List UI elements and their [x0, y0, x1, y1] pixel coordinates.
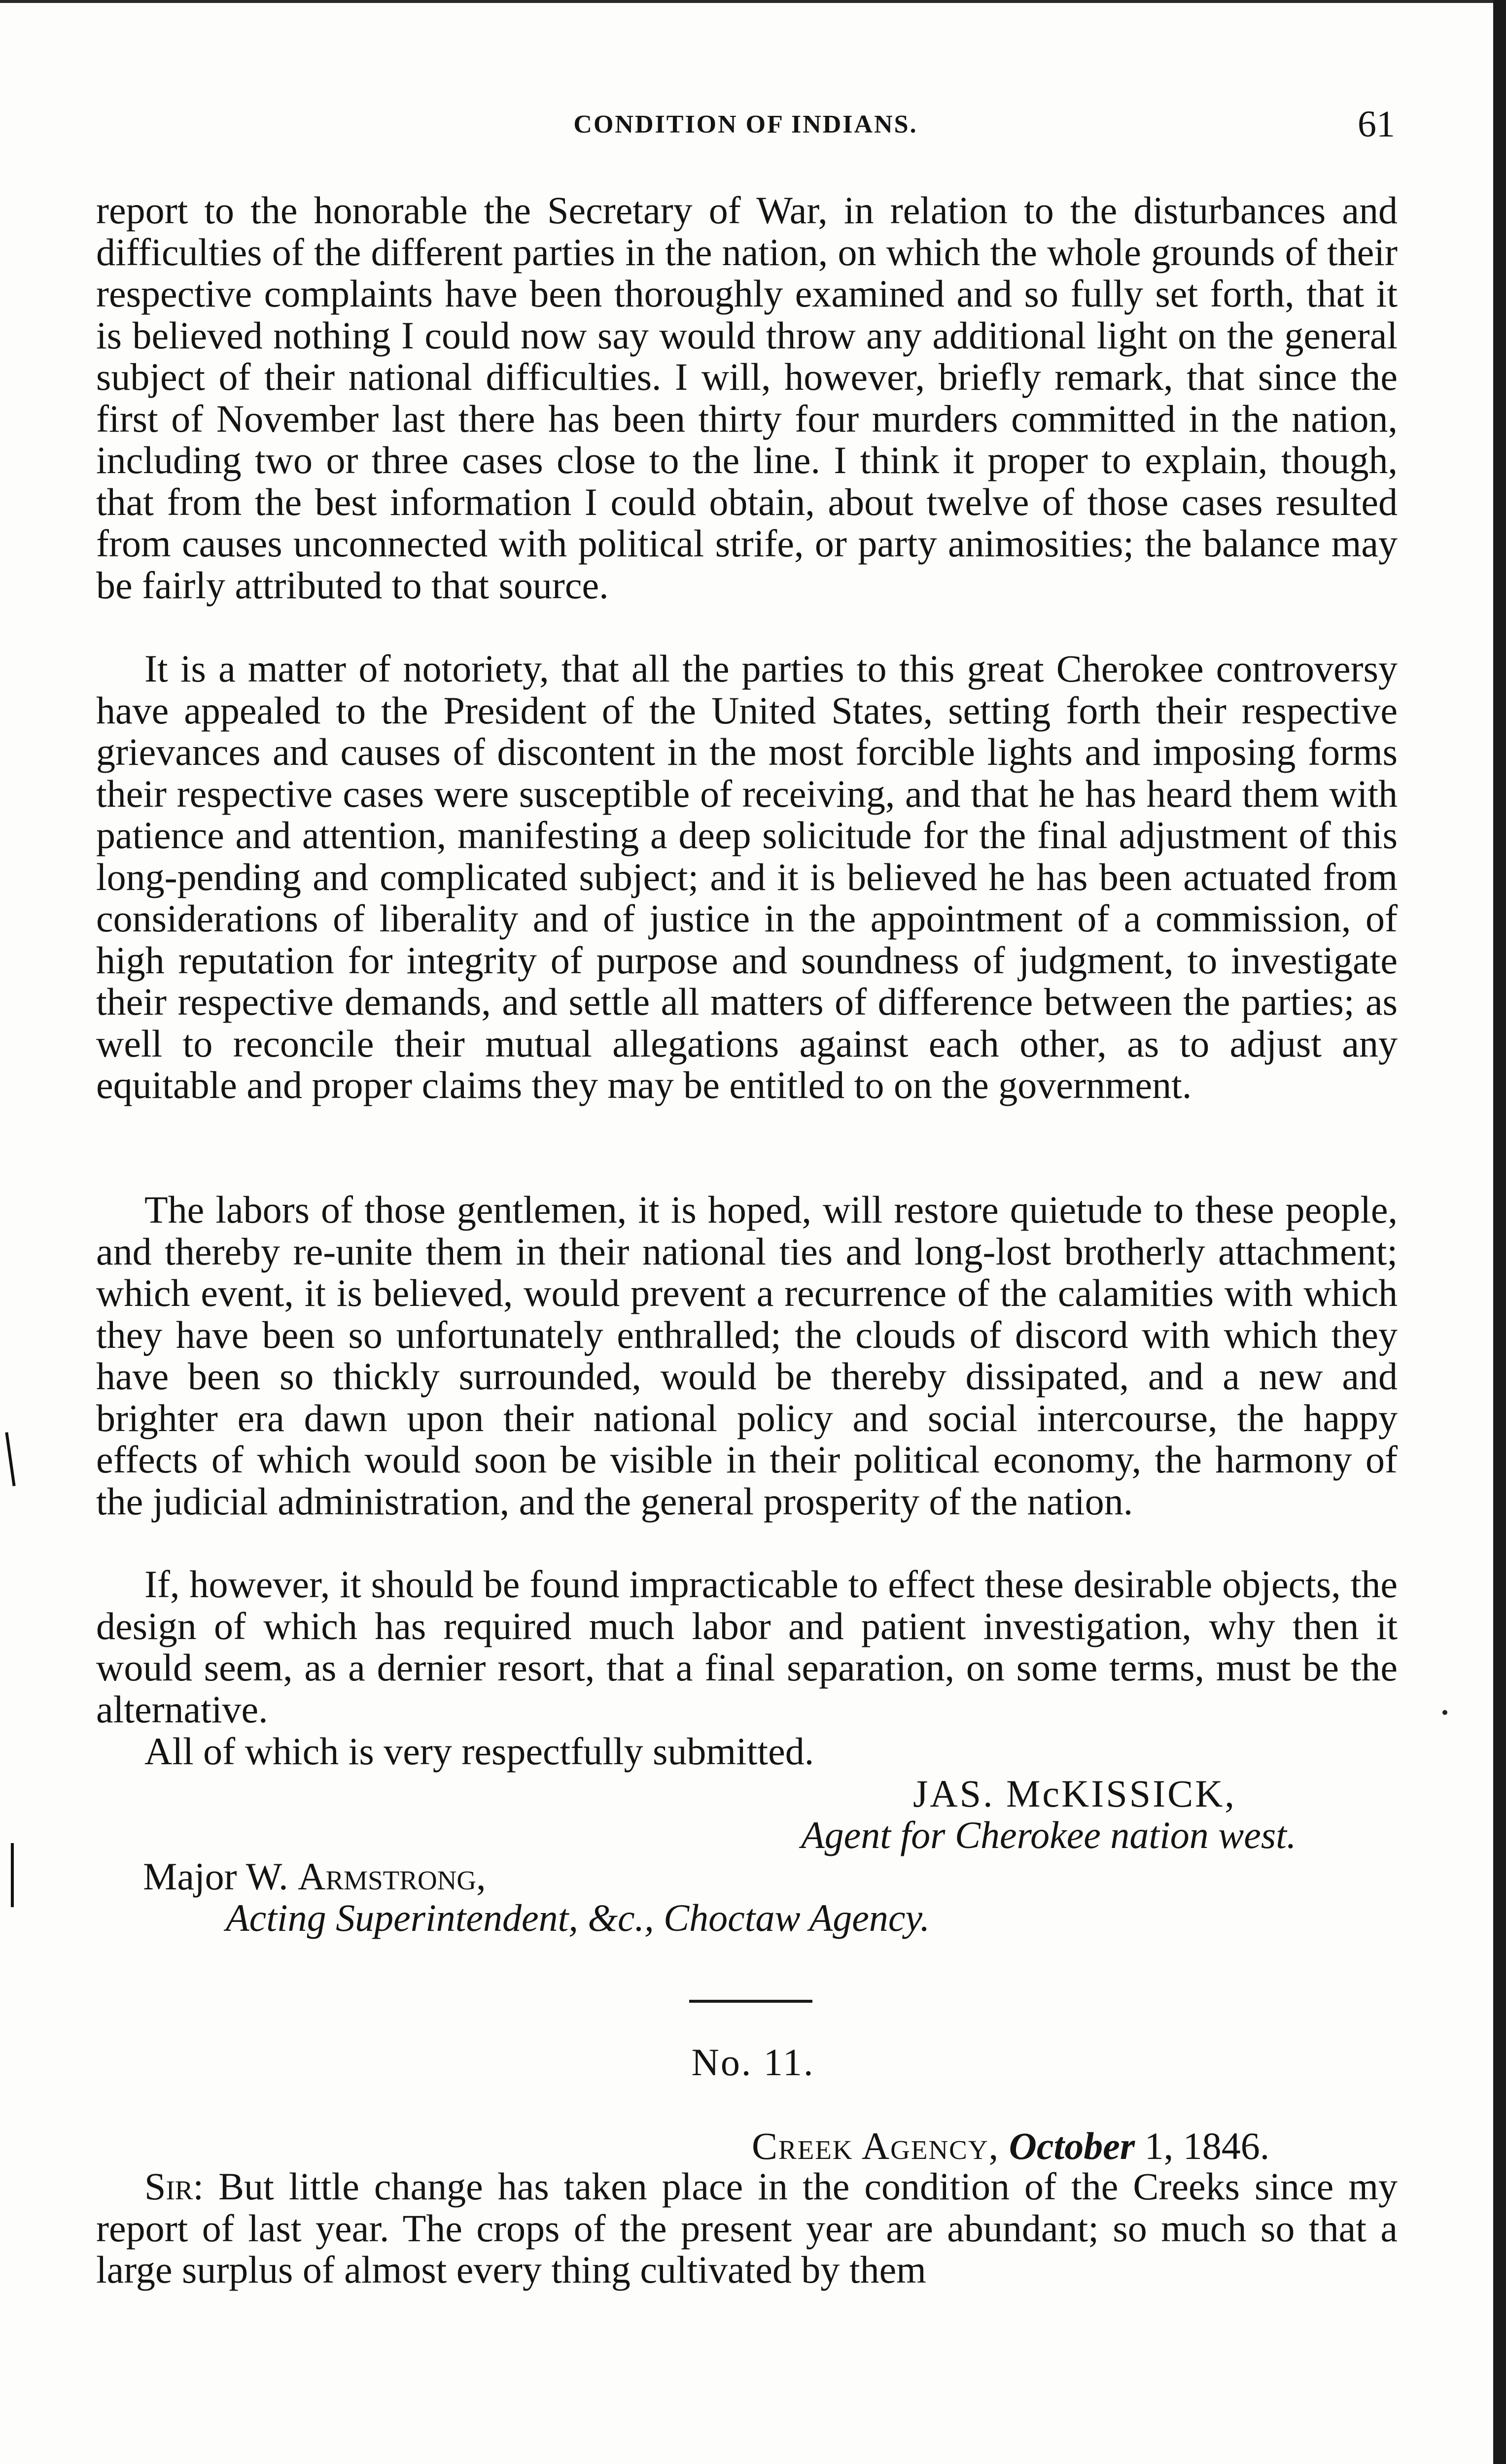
ink-speck — [1442, 1710, 1447, 1715]
paragraph-continuation — [96, 190, 1398, 606]
addressee-prefix: Major W. — [143, 1855, 298, 1898]
letter-paragraph — [96, 2166, 1398, 2291]
signature-title: Agent for Cherokee nation west. — [801, 1814, 1296, 1856]
scan-border-top — [0, 0, 1506, 3]
paragraph-text: The labors of those gentlemen, it is hoped, will restore quietude to these people, and thereby re-unite them in their national ties and long-lost brotherly attachment; which event, it is believed, would prevent a recurrence of the calamities with which they have been so unfortunately enthralled; the clouds of discord with which they have been so thickly surrounded, would be thereby dissipated, and a new and brighter era dawn upon their national policy and social intercourse, the happy effects of which would soon be visible in their political economy, the harmony of the judicial administration, and the general prosperity of the nation. — [96, 1188, 1398, 1523]
salutation: Sir: — [144, 2165, 204, 2208]
page-number: 61 — [1358, 103, 1395, 145]
paragraph-notoriety — [96, 648, 1398, 1106]
paragraph-separation — [96, 1564, 1398, 1730]
letter-opening — [96, 2166, 1398, 2291]
margin-mark — [5, 1432, 15, 1486]
letter-text: But little change has taken place in the condition of the Creeks since my report of last year. The crops of the present year are abundant; so much so that a large surplus of almost every thing cultivated by them — [96, 2165, 1398, 2291]
addressee-surname: Armstrong, — [298, 1855, 486, 1898]
running-title: CONDITION OF INDIANS. — [573, 110, 918, 138]
paragraph-text: If, however, it should be found impracticable to effect these desirable objects, the design of which has required much labor and patient investigation, why then it would seem, as a dernier resort, that a final separation, on some terms, must be the alternative. — [96, 1563, 1398, 1731]
paragraph-submitted — [96, 1731, 1398, 1773]
margin-mark — [11, 1843, 14, 1907]
paragraph-text: It is a matter of notoriety, that all the parties to this great Cherokee controversy have appealed to the President of the United States, setting forth their respective grievances and causes of discontent in the most forcible lights and imposing forms their respective cases were susceptible of receiving, and that he has heard them with patience and attention, manifesting a deep solicitude for the final adjustment of this long-pending and complicated subject; and it is believed he has been actuated from considerations of liberality and of justice in the appointment of a commission, of high reputation for integrity of purpose and soundness of judgment, to investigate their respective demands, and settle all matters of difference between the parties; as well to reconcile their mutual allegations against each other, as to adjust any equitable and proper claims they may be entitled to on the government. — [96, 647, 1398, 1106]
addressee-title: Acting Superintendent, &c., Choctaw Agency. — [226, 1896, 930, 1939]
signature-name: JAS. McKISSICK, — [913, 1772, 1236, 1815]
paragraph-text: All of which is very respectfully submitted. — [144, 1730, 814, 1773]
addressee-name — [143, 1854, 486, 1899]
paragraph-text: report to the honorable the Secretary of War, in relation to the disturbances and difficulties of the different parties in the nation, on which the whole grounds of their respective complaints have been thoroughly examined and so fully set forth, that it is believed nothing I could now say would throw any additional light on the general subject of their national difficulties. I will, however, briefly remark, that since the first of November last there has been thirty four murders committed in the nation, including two or three cases close to the line. I think it proper to explain, though, that from the best information I could obtain, about twelve of those cases resulted from causes unconnected with political strife, or party animosities; the balance may be fairly attributed to that source. — [96, 189, 1398, 607]
paragraph-labors — [96, 1189, 1398, 1522]
document-number: No. 11. — [691, 2041, 815, 2084]
section-divider — [689, 2000, 812, 2003]
dateline-month: October — [1009, 2124, 1135, 2167]
scan-border-right — [1493, 0, 1506, 2464]
dateline-place: Creek Agency, — [752, 2124, 1000, 2167]
running-head — [96, 101, 1395, 150]
dateline — [752, 2124, 1269, 2168]
dateline-date: 1, 1846. — [1144, 2124, 1270, 2167]
